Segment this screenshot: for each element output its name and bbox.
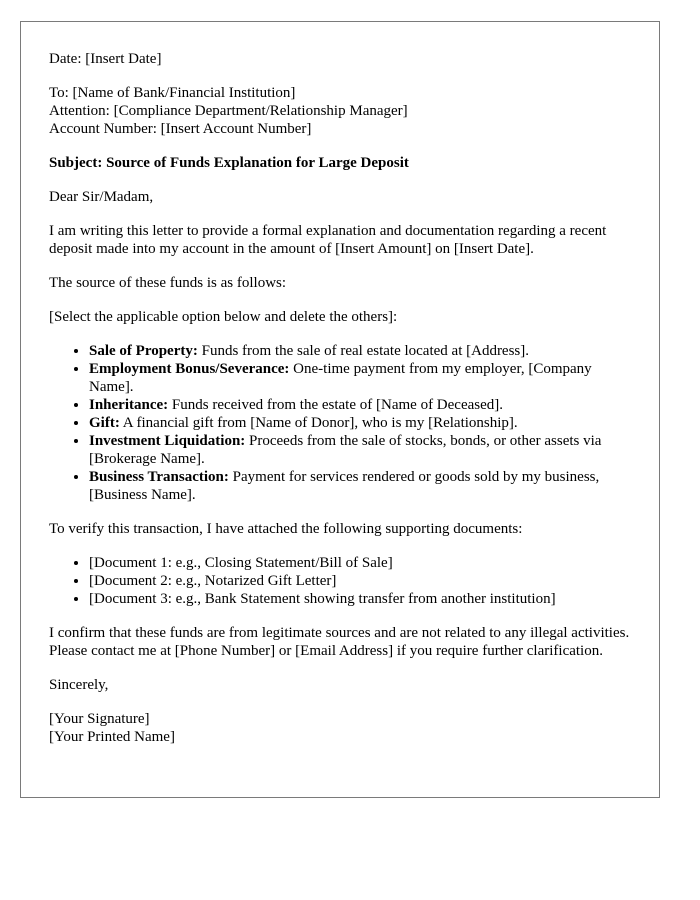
confirm-paragraph: I confirm that these funds are from legitimate sources and are not related to any illegal activities. Please contact me at [Phone Number] or [Email Address] if you require further clarification. <box>49 625 630 659</box>
recipient-to: To: [Name of Bank/Financial Institution] <box>49 85 296 101</box>
recipient-account: Account Number: [Insert Account Number] <box>49 121 312 137</box>
documents-list <box>49 554 631 608</box>
option-text: A financial gift from [Name of Donor], who is my [Relationship]. <box>119 415 518 431</box>
list-item <box>89 414 631 432</box>
list-item <box>89 360 631 396</box>
option-text: Proceeds from the sale of stocks, bonds, or other assets via [Brokerage Name]. <box>89 433 602 467</box>
list-item <box>89 396 631 414</box>
option-label: Gift: <box>89 415 120 431</box>
select-note: [Select the applicable option below and delete the others]: <box>49 309 398 325</box>
signature-block <box>49 710 631 746</box>
closing: Sincerely, <box>49 677 109 693</box>
list-item <box>89 468 631 504</box>
option-label: Employment Bonus/Severance: <box>89 361 290 377</box>
source-options-list <box>49 342 631 504</box>
subject-line: Subject: Source of Funds Explanation for Large Deposit <box>49 155 409 171</box>
printed-name: [Your Printed Name] <box>49 729 175 745</box>
list-item: • [Document 2: e.g., Notarized Gift Letter] <box>89 572 631 590</box>
option-text: Payment for services rendered or goods sold by my business, [Business Name]. <box>89 469 600 503</box>
option-text: Funds received from the estate of [Name of Deceased]. <box>168 397 504 413</box>
option-text: Funds from the sale of real estate located at [Address]. <box>197 343 530 359</box>
list-item: • [Document 1: e.g., Closing Statement/Bill of Sale] <box>89 554 631 572</box>
option-label: Investment Liquidation: <box>89 433 246 449</box>
verify-intro: To verify this transaction, I have attached the following supporting documents: <box>49 521 523 537</box>
option-label: Inheritance: <box>89 397 169 413</box>
salutation: Dear Sir/Madam, <box>49 189 154 205</box>
intro-paragraph: I am writing this letter to provide a formal explanation and documentation regarding a recent deposit made into my account in the amount of [Insert Amount] on [Insert Date]. <box>49 223 607 257</box>
option-label: Sale of Property: <box>89 343 198 359</box>
date-line: Date: [Insert Date] <box>49 51 162 67</box>
option-text: One-time payment from my employer, [Company Name]. <box>89 361 592 395</box>
source-intro: The source of these funds is as follows: <box>49 275 287 291</box>
option-label: Business Transaction: <box>89 469 229 485</box>
recipient-attention: Attention: [Compliance Department/Relationship Manager] <box>49 103 408 119</box>
letter-document <box>20 21 660 798</box>
list-item <box>89 432 631 468</box>
signature-line: [Your Signature] <box>49 711 150 727</box>
list-item: • [Document 3: e.g., Bank Statement showing transfer from another institution] <box>89 590 631 608</box>
recipient-block <box>49 84 631 138</box>
list-item <box>89 342 631 360</box>
